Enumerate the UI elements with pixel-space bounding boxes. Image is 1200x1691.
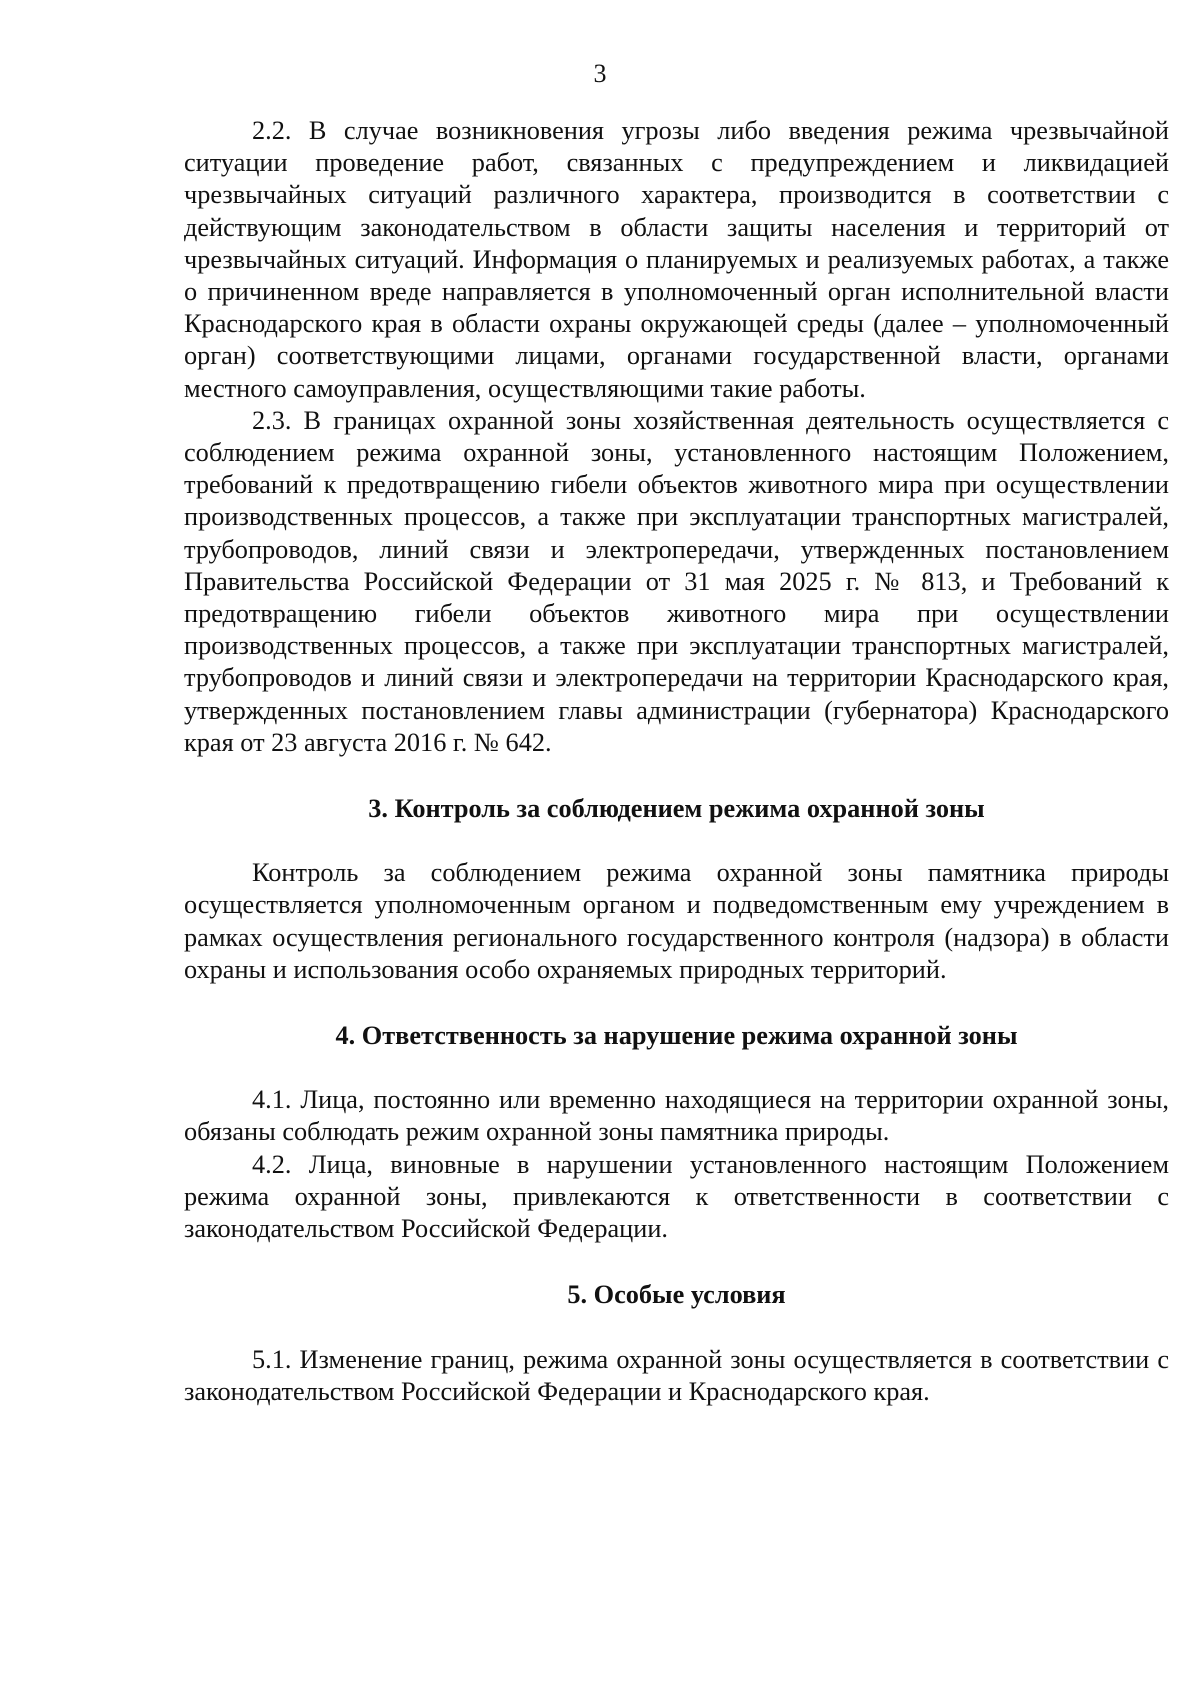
paragraph-5-1: 5.1. Изменение границ, режима охранной зоны осуществляется в соответствии с законодательством Российской Федерации и Краснодарского края.: [184, 1344, 1169, 1406]
paragraph-4-1: 4.1. Лица, постоянно или временно находящиеся на территории охранной зоны, обязаны соблюдать режим охранной зоны памятника природы.: [184, 1085, 1169, 1147]
paragraph-4-2: 4.2. Лица, виновные в нарушении установленного настоящим Положением режима охранной зоны, привлекаются к ответственности в соответствии с законодательством Российской Федерации.: [184, 1149, 1169, 1244]
section-4-title: 4. Ответственность за нарушение режима охранной зоны: [335, 1021, 1018, 1051]
paragraph-3: Контроль за соблюдением режима охранной зоны памятника природы осуществляется уполномоченным органом и подведомственным ему учреждением в рамках осуществления регионального государственного контроля (надзора) в области охраны и использования особо охраняемых природных территорий.: [184, 858, 1169, 984]
document-body: [184, 115, 1169, 1408]
paragraph-2-2: 2.2. В случае возникновения угрозы либо введения режима чрезвычайной ситуации проведение работ, связанных с предупреждением и ликвидацией чрезвычайных ситуаций различного характера, производится в соответствии с действующим законодательством в области защиты населения и территорий от чрезвычайных ситуаций. Информация о планируемых и реализуемых работах, а также о причиненном вреде направляется в уполномоченный орган исполнительной власти Краснодарского края в области охраны окружающей среды (далее – уполномоченный орган) соответствующими лицами, органами государственной власти, органами местного самоуправления, осуществляющими такие работы.: [184, 116, 1169, 403]
paragraph-2-3: 2.3. В границах охранной зоны хозяйственная деятельность осуществляется с соблюдением режима охранной зоны, установленного настоящим Положением, требований к предотвращению гибели объектов животного мира при осуществлении производственных процессов, а также при эксплуатации транспортных магистралей, трубопроводов, линий связи и электропередачи, утвержденных постановлением Правительства Российской Федерации от 31 мая 2025 г. № 813, и Требований к предотвращению гибели объектов животного мира при осуществлении производственных процессов, а также при эксплуатации транспортных магистралей, трубопроводов и линий связи и электропередачи на территории Краснодарского края, утвержденных постановлением главы администрации (губернатора) Краснодарского края от 23 августа 2016 г. № 642.: [184, 405, 1169, 757]
page-number: 3: [593, 59, 607, 88]
section-5-title: 5. Особые условия: [567, 1280, 786, 1310]
section-3-title: 3. Контроль за соблюдением режима охранной зоны: [368, 794, 985, 824]
